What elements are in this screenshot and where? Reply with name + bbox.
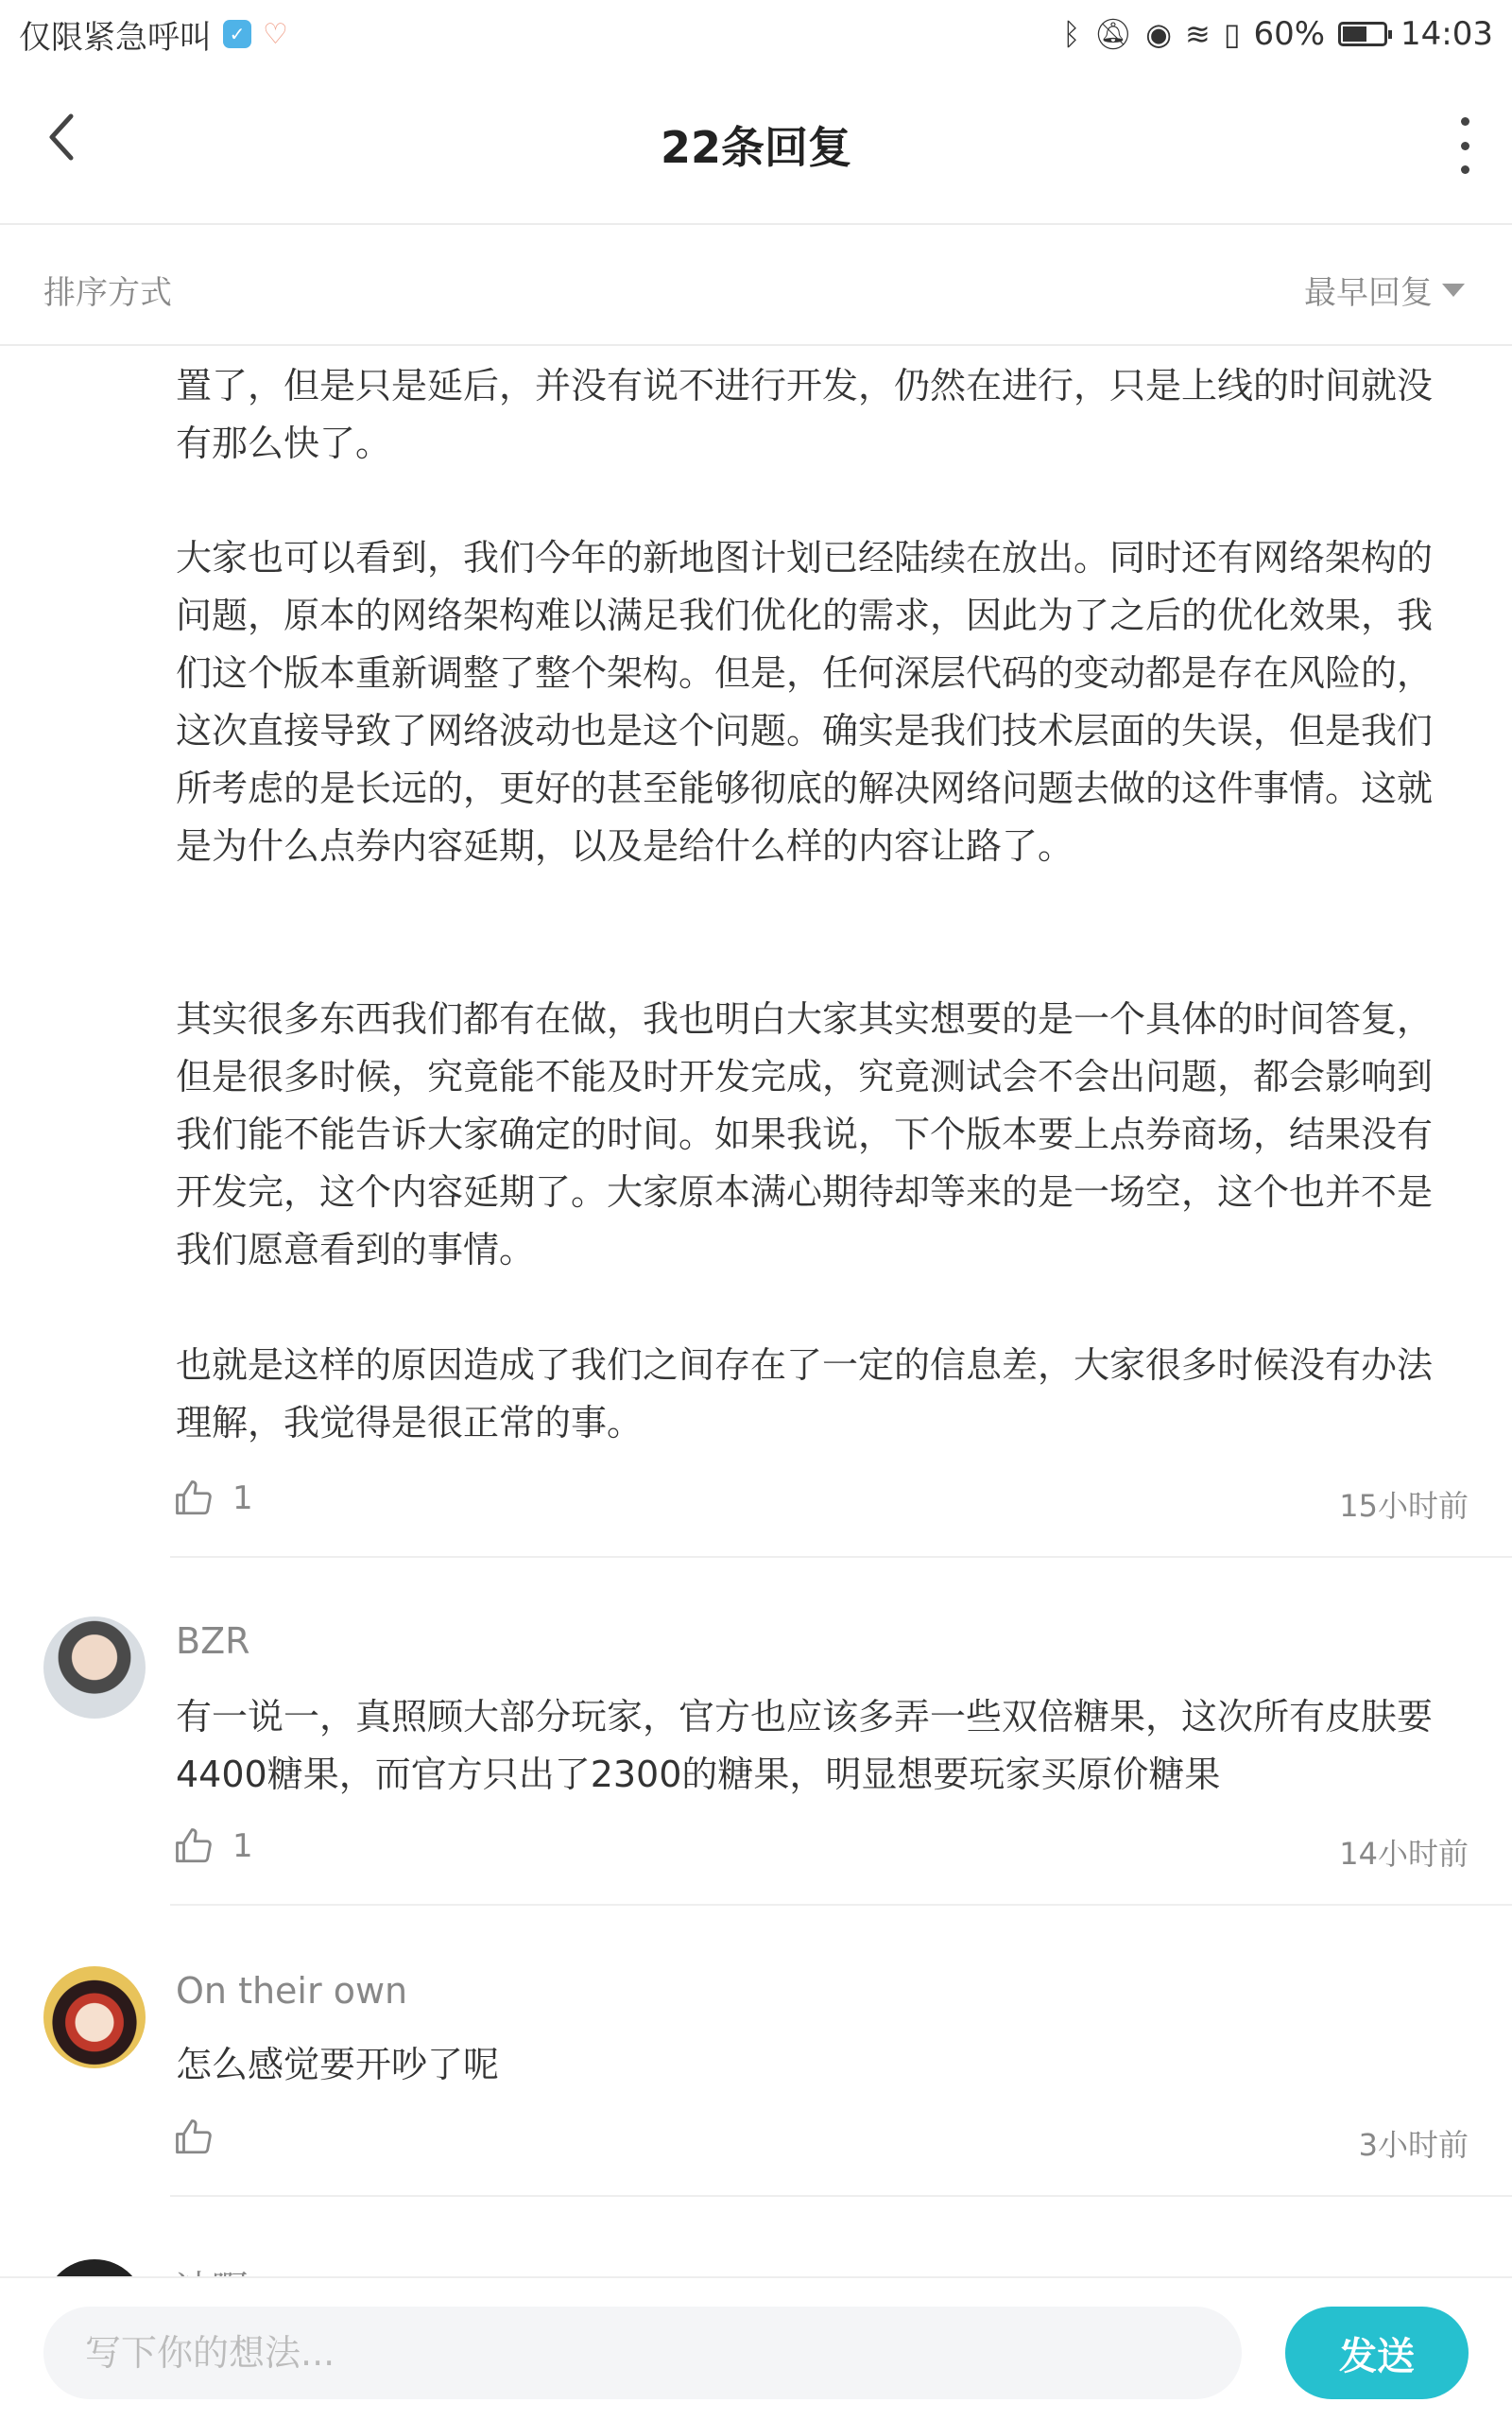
like-button[interactable]	[174, 1478, 253, 1518]
reply-meta	[174, 1823, 1469, 1879]
health-icon: ♡	[263, 17, 288, 51]
reply-username[interactable]: On their own	[176, 1970, 408, 2012]
more-button[interactable]	[1446, 117, 1484, 174]
comment-paragraph: 置了，但是只是延后，并没有说不进行开发，仍然在进行，只是上线的时间就没有那么快了。	[176, 365, 1434, 464]
sort-selected-value: 最早回复	[1304, 274, 1433, 312]
avatar[interactable]	[43, 1616, 146, 1719]
more-vertical-icon	[1461, 142, 1469, 150]
like-button[interactable]	[174, 2118, 232, 2157]
reply-username[interactable]	[176, 2259, 248, 2278]
like-count: 1	[232, 1479, 253, 1517]
shield-icon: ✓	[223, 20, 251, 48]
bluetooth-icon: ᛒ	[1062, 16, 1081, 52]
wifi-icon: ≋	[1185, 16, 1211, 52]
battery-percent: 60%	[1253, 15, 1326, 53]
mute-icon: 🔕︎	[1093, 16, 1133, 52]
comment-paragraph: 其实很多东西我们都有在做，我也明白大家其实想要的是一个具体的时间答复，但是很多时候，究竟能不能及时开发完成，究竟测试会不会出问题，都会影响到我们能不能告诉大家确定的时间。如果我说，下个版本要上点券商场，结果没有开发完，这个内容延期了。大家原本满心期待却等来的是一场空，这个也并不是我们愿意看到的事情。	[176, 998, 1434, 1270]
battery-fill	[1343, 26, 1366, 42]
sort-dropdown[interactable]	[1304, 267, 1465, 313]
avatar[interactable]	[43, 1966, 146, 2068]
reply-time: 3小时前	[1358, 2127, 1469, 2163]
sort-label: 排序方式	[43, 274, 172, 312]
reply-username[interactable]: BZR	[176, 1620, 250, 1662]
like-button[interactable]	[174, 1826, 253, 1866]
reply-meta	[174, 2114, 1469, 2170]
caret-down-icon	[1442, 284, 1465, 297]
comment-meta	[174, 1475, 1469, 1531]
thumbs-up-icon	[174, 1826, 214, 1866]
status-left	[19, 11, 288, 58]
thumbs-up-icon	[174, 1478, 214, 1518]
comment-input[interactable]	[43, 2307, 1242, 2399]
like-count: 1	[232, 1827, 253, 1865]
status-right	[1062, 15, 1493, 53]
app-header	[0, 68, 1512, 225]
sort-bar	[0, 227, 1512, 346]
thumbs-up-icon	[174, 2118, 214, 2157]
comment-paragraph: 大家也可以看到，我们今年的新地图计划已经陆续在放出。同时还有网络架构的问题，原本的网络架构难以满足我们优化的需求，因此为了之后的优化效果，我们这个版本重新调整了整个架构。但是，任何深层代码的变动都是存在风险的，这次直接导致了网络波动也是这个问题。确实是我们技术层面的失误，但是我们所考虑的是长远的，更好的甚至能够彻底的解决网络问题去做的这件事情。这就是为什么点券内容延期，以及是给什么样的内容让路了。	[176, 537, 1434, 867]
sim-icon: ▯	[1223, 16, 1241, 52]
comment-paragraph: 也就是这样的原因造成了我们之间存在了一定的信息差，大家很多时候没有办法理解，我觉得是很正常的事。	[176, 1344, 1434, 1443]
reply-text: 有一说一，真照顾大部分玩家，官方也应该多弄一些双倍糖果，这次所有皮肤要4400糖果，而官方只出了2300的糖果，明显想要玩家买原价糖果	[176, 1696, 1434, 1795]
comment-time: 15小时前	[1339, 1488, 1469, 1524]
more-vertical-icon	[1461, 165, 1469, 174]
divider	[170, 1556, 1512, 1558]
more-vertical-icon	[1461, 117, 1469, 126]
eye-icon: ◉	[1145, 16, 1173, 52]
composer-bar	[0, 2276, 1512, 2420]
reply-time: 14小时前	[1339, 1836, 1469, 1872]
status-bar	[0, 0, 1512, 68]
battery-icon	[1338, 22, 1387, 46]
reply-text: 怎么感觉要开吵了呢	[176, 2044, 500, 2085]
carrier-text: 仅限紧急呼叫	[19, 18, 212, 57]
send-button[interactable]: 发送	[1285, 2307, 1469, 2399]
divider	[170, 1904, 1512, 1906]
page-title: 22条回复	[660, 122, 851, 173]
clock: 14:03	[1400, 15, 1493, 53]
divider	[170, 2195, 1512, 2197]
